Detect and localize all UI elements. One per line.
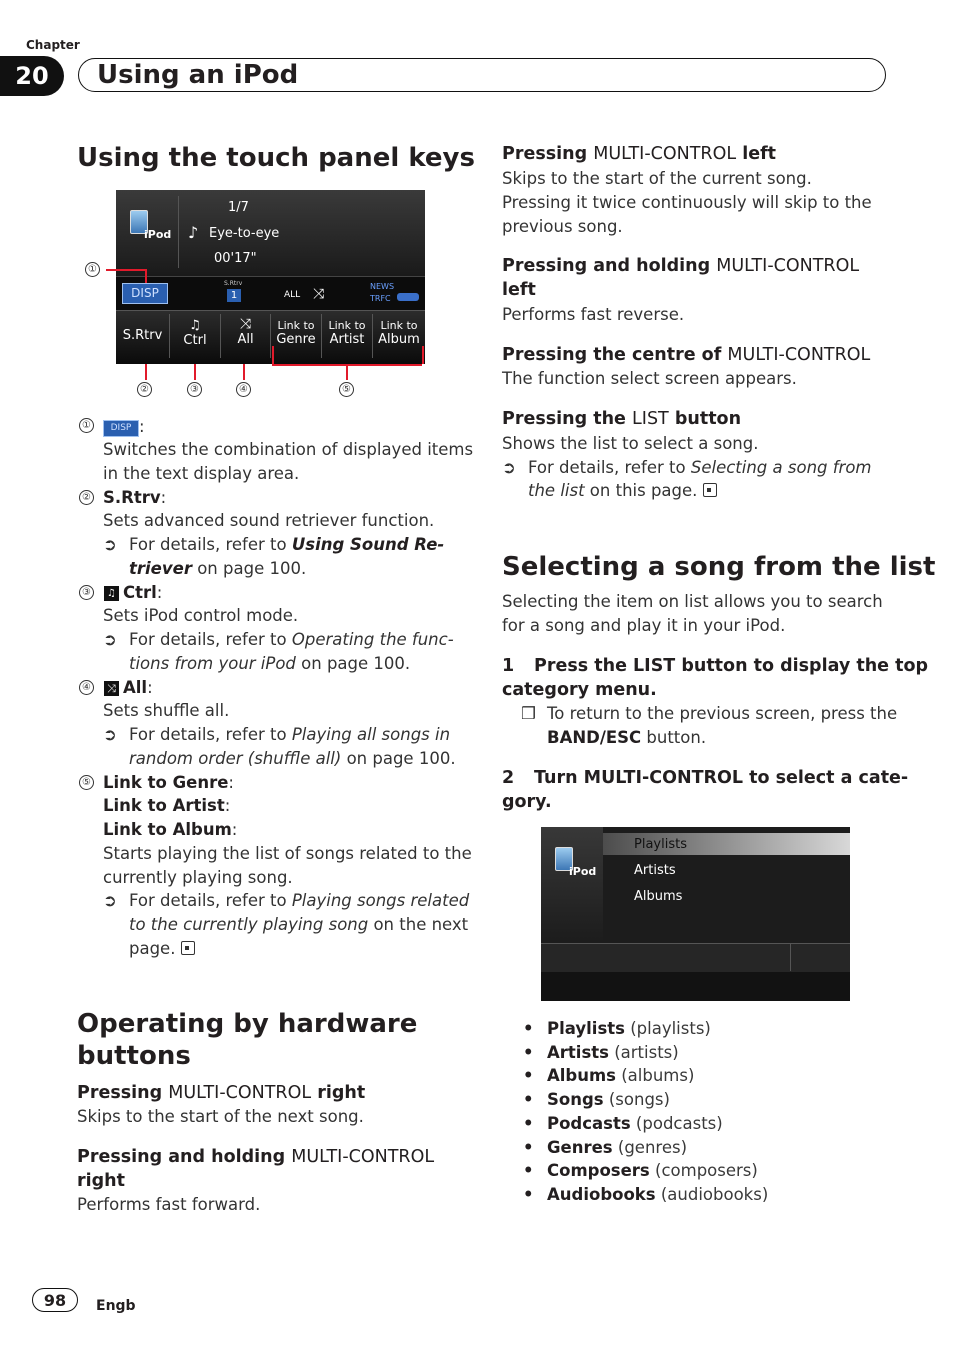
all-key-label: All <box>237 332 254 347</box>
hw-hold-right-c: right <box>77 1171 125 1191</box>
item-3-desc: Sets iPod control mode. <box>103 606 299 625</box>
hw-centre-b: MULTI-CONTROL <box>727 345 871 365</box>
all-key[interactable] <box>221 314 271 358</box>
item-3-ref-line-1 <box>129 628 454 652</box>
category-name: Albums <box>547 1066 616 1085</box>
category-name: Artists <box>547 1043 609 1062</box>
link-to-album-key[interactable] <box>373 314 425 358</box>
link-to-artist-key[interactable] <box>322 314 373 358</box>
hw-list-c: button <box>668 409 742 429</box>
bullet-icon: • <box>523 1114 534 1133</box>
item-5-name-2: Link to Artist <box>103 796 225 815</box>
list-item <box>523 1064 695 1088</box>
hw-hold-left-desc: Performs fast reverse. <box>502 305 685 324</box>
hw-hold-left-heading <box>502 255 859 278</box>
music-ctrl-icon: ♫ <box>189 318 201 333</box>
reference-arrow-icon: ➲ <box>103 891 117 910</box>
srtrv-key[interactable] <box>116 314 170 358</box>
hw-list-ref-link[interactable]: Selecting a song from <box>690 458 872 477</box>
hw-left-a: Pressing <box>502 144 594 164</box>
category-menu-screen <box>541 827 850 1001</box>
leader-line-4 <box>243 364 245 380</box>
category-desc: (artists) <box>608 1043 679 1062</box>
category-name: Genres <box>547 1138 613 1157</box>
hw-left-heading <box>502 143 776 166</box>
disp-key[interactable]: DISP <box>122 283 168 304</box>
select-intro-2: for a song and play it in your iPod. <box>502 616 786 635</box>
item-5-heading-1 <box>103 771 234 795</box>
reference-arrow-icon: ➲ <box>103 725 117 744</box>
item-1-colon: : <box>139 417 145 436</box>
bullet-icon: • <box>523 1066 534 1085</box>
step-2-number: 2 <box>502 768 515 788</box>
item-4-ref-link-cont[interactable]: random order (shuffle all) <box>129 749 342 768</box>
screen-key-strip <box>541 943 850 972</box>
link-album-line2: Album <box>378 332 420 347</box>
hw-list-b: LIST <box>632 409 669 429</box>
item-4-ref-line-2 <box>129 747 456 771</box>
item-4-colon: : <box>147 678 153 697</box>
list-item <box>523 1017 711 1041</box>
item-3-heading <box>123 581 162 605</box>
strip-divider <box>790 944 791 971</box>
screen-divider <box>178 196 179 268</box>
item-4-ref-line-1 <box>129 723 450 747</box>
item-5-name-1: Link to Genre <box>103 773 229 792</box>
hw-left-desc-2: Pressing it twice continuously will skip to the <box>502 193 872 212</box>
section-title-hardware-1: Operating by hardware <box>77 1009 418 1039</box>
list-item <box>523 1041 679 1065</box>
item-5-heading-2 <box>103 794 230 818</box>
category-desc: (genres) <box>612 1138 688 1157</box>
link-genre-line1: Link to <box>277 319 315 332</box>
hw-hold-right-heading <box>77 1146 434 1169</box>
step-1-number: 1 <box>502 656 515 676</box>
hw-left-desc-1: Skips to the start of the current song. <box>502 169 812 188</box>
callout-1: ① <box>85 262 100 277</box>
category-name: Songs <box>547 1090 604 1109</box>
hw-hold-left-a: Pressing and holding <box>502 256 717 276</box>
item-2-ref-line-2 <box>129 557 306 581</box>
ctrl-icon: ♫ <box>104 586 119 601</box>
item-2-ref-a: For details, refer to <box>129 535 292 554</box>
item-5-ref-link[interactable]: Playing songs related <box>291 891 470 910</box>
item-5-number: ⑤ <box>79 775 94 790</box>
shuffle-icon: ⤨ <box>239 316 252 332</box>
touch-panel-screen <box>116 190 425 364</box>
link-to-genre-key[interactable] <box>271 314 322 358</box>
step-1-text-1: Press the LIST button to display the top <box>534 656 929 676</box>
shuffle-all-icon: ⤨ <box>104 681 119 696</box>
item-5-ref-line-1 <box>129 889 469 913</box>
srtrv-indicator-value: 1 <box>227 289 241 302</box>
trfc-indicator: TRFC <box>370 294 391 303</box>
category-desc: (songs) <box>603 1090 670 1109</box>
item-2-desc: Sets advanced sound retriever function. <box>103 511 435 530</box>
shuffle-indicator-icon: ⤨ <box>313 286 325 302</box>
item-2-heading <box>103 486 166 510</box>
select-intro-1: Selecting the item on list allows you to search <box>502 592 883 611</box>
callout-4: ④ <box>236 382 251 397</box>
link-artist-line1: Link to <box>328 319 366 332</box>
hw-list-ref-page: on this page. <box>584 481 698 500</box>
hw-list-ref-line-2 <box>528 479 717 503</box>
list-item <box>523 1159 758 1183</box>
item-5-name-3: Link to Album <box>103 820 232 839</box>
item-4-ref-a: For details, refer to <box>129 725 292 744</box>
all-indicator: ALL <box>284 290 301 300</box>
hw-centre-desc: The function select screen appears. <box>502 369 797 388</box>
elapsed-time: 00'17" <box>214 251 257 266</box>
list-item <box>523 1088 670 1112</box>
item-4-desc: Sets shuffle all. <box>103 701 230 720</box>
step-1-text-2: category menu. <box>502 680 657 700</box>
link-artist-line2: Artist <box>329 332 365 347</box>
item-1-desc-1: Switches the combination of displayed items <box>103 440 474 459</box>
leader-line-5a <box>272 346 274 364</box>
bullet-icon: • <box>523 1019 534 1038</box>
item-4-name: All <box>123 678 148 697</box>
hw-right-heading <box>77 1082 365 1105</box>
leader-line-1 <box>106 269 146 271</box>
srtrv-indicator-label: S.Rtrv <box>224 280 243 287</box>
leader-line-2 <box>145 364 147 380</box>
item-3-ref-a: For details, refer to <box>129 630 292 649</box>
bullet-icon: • <box>523 1138 534 1157</box>
ipod-label: iPod <box>144 228 172 241</box>
section-title-select-song: Selecting a song from the list <box>502 552 936 582</box>
item-2-name: S.Rtrv <box>103 488 161 507</box>
item-3-ref-page: on page 100. <box>295 654 411 673</box>
item-2-ref-link-cont[interactable]: triever <box>129 559 192 578</box>
category-item-albums[interactable]: Albums <box>634 889 683 904</box>
step-2-text-1: Turn MULTI-CONTROL to select a cate- <box>534 768 909 788</box>
note-band-esc: BAND/ESC <box>547 728 642 747</box>
hw-list-heading <box>502 408 741 431</box>
srtrv-key-label: S.Rtrv <box>122 328 163 343</box>
category-desc: (playlists) <box>624 1019 711 1038</box>
hw-right-b: MULTI-CONTROL <box>168 1083 312 1103</box>
page-number: 98 <box>32 1288 78 1312</box>
category-desc: (composers) <box>649 1161 758 1180</box>
list-item <box>523 1183 769 1207</box>
hw-list-ref-link-cont[interactable]: the list <box>528 481 585 500</box>
leader-line-1b <box>145 269 147 283</box>
item-4-number: ④ <box>79 680 94 695</box>
item-5-colon-1: : <box>228 773 234 792</box>
hw-right-desc: Skips to the start of the next song. <box>77 1107 364 1126</box>
item-5-desc-2: currently playing song. <box>103 868 293 887</box>
bullet-icon: • <box>523 1161 534 1180</box>
hw-left-b: MULTI-CONTROL <box>593 144 737 164</box>
end-mark-icon <box>703 483 717 497</box>
music-note-icon: ♪ <box>188 223 199 242</box>
hw-hold-left-b: MULTI-CONTROL <box>716 256 860 276</box>
item-5-ref-a: For details, refer to <box>129 891 292 910</box>
ipod-label: iPod <box>569 865 597 878</box>
ctrl-key-label: Ctrl <box>183 333 207 348</box>
chapter-number: 20 <box>0 56 64 96</box>
bullet-icon: • <box>523 1090 534 1109</box>
hw-left-c: left <box>736 144 777 164</box>
hw-hold-right-b: MULTI-CONTROL <box>291 1147 435 1167</box>
item-5-ref-next: on the next <box>368 915 469 934</box>
song-title: Eye-to-eye <box>209 226 280 241</box>
link-album-line1: Link to <box>380 319 418 332</box>
news-indicator: NEWS <box>370 282 395 291</box>
callout-3: ③ <box>187 382 202 397</box>
hw-list-desc: Shows the list to select a song. <box>502 434 759 453</box>
item-3-ref-link[interactable]: Operating the func- <box>291 630 454 649</box>
note-button-word: button. <box>641 728 707 747</box>
hw-hold-right-a: Pressing and holding <box>77 1147 292 1167</box>
item-5-ref-link-cont[interactable]: to the currently playing song <box>129 915 369 934</box>
category-name: Audiobooks <box>547 1185 656 1204</box>
item-5-ref-line-3 <box>129 937 195 961</box>
hw-hold-left-c: left <box>502 280 536 300</box>
list-item <box>523 1112 723 1136</box>
note-line-1: To return to the previous screen, press the <box>547 704 898 723</box>
item-5-colon-2: : <box>224 796 231 815</box>
category-item-artists[interactable]: Artists <box>634 863 676 878</box>
note-icon: ❒ <box>521 704 536 723</box>
leader-line-3 <box>194 364 196 380</box>
hw-list-ref-a: For details, refer to <box>528 458 691 477</box>
item-5-heading-3 <box>103 818 237 842</box>
note-line-2 <box>547 726 706 750</box>
leader-line-5c <box>346 364 348 380</box>
track-count: 1/7 <box>228 200 249 215</box>
hw-centre-heading <box>502 344 870 367</box>
disp-key-icon: DISP <box>103 420 139 437</box>
item-4-ref-link[interactable]: Playing all songs in <box>291 725 451 744</box>
item-2-colon: : <box>160 488 167 507</box>
list-item <box>523 1136 688 1160</box>
item-3-name: Ctrl <box>123 583 157 602</box>
chapter-title: Using an iPod <box>97 60 299 90</box>
item-1-number: ① <box>79 418 94 433</box>
category-name: Playlists <box>547 1019 625 1038</box>
hw-hold-right-desc: Performs fast forward. <box>77 1195 261 1214</box>
hw-right-c: right <box>311 1083 366 1103</box>
hw-list-a: Pressing the <box>502 409 633 429</box>
end-mark-icon <box>181 941 195 955</box>
callout-2: ② <box>137 382 152 397</box>
category-desc: (podcasts) <box>630 1114 723 1133</box>
reference-arrow-icon: ➲ <box>502 458 516 477</box>
item-1-desc-2: in the text display area. <box>103 464 300 483</box>
reference-arrow-icon: ➲ <box>103 535 117 554</box>
leader-line-5b <box>422 346 424 364</box>
item-2-ref-page: on page 100. <box>191 559 307 578</box>
reference-arrow-icon: ➲ <box>103 630 117 649</box>
item-5-desc-1: Starts playing the list of songs related to the <box>103 844 472 863</box>
item-4-ref-page: on page 100. <box>341 749 456 768</box>
hw-left-desc-3: previous song. <box>502 217 623 236</box>
item-3-ref-line-2 <box>129 652 410 676</box>
chapter-label: Chapter <box>26 38 80 52</box>
item-5-ref-page: page. <box>129 939 176 958</box>
item-2-number: ② <box>79 490 94 505</box>
item-5-ref-line-2 <box>129 913 468 937</box>
category-name: Composers <box>547 1161 650 1180</box>
link-genre-line2: Genre <box>276 332 316 347</box>
item-2-ref-line-1 <box>129 533 444 557</box>
item-4-heading <box>123 676 153 700</box>
category-name: Podcasts <box>547 1114 631 1133</box>
category-desc: (audiobooks) <box>655 1185 769 1204</box>
screen-source-area <box>541 827 603 943</box>
item-3-colon: : <box>156 583 163 602</box>
hw-right-a: Pressing <box>77 1083 169 1103</box>
bullet-icon: • <box>523 1043 534 1062</box>
category-item-playlists[interactable]: Playlists <box>634 837 687 852</box>
category-desc: (albums) <box>616 1066 695 1085</box>
section-title-hardware-2: buttons <box>77 1041 191 1071</box>
car-icon <box>397 293 419 301</box>
item-5-colon-3: : <box>231 820 238 839</box>
item-3-ref-link-cont[interactable]: tions from your iPod <box>129 654 296 673</box>
item-2-ref-link[interactable]: Using Sound Re- <box>291 535 445 554</box>
hw-centre-a: Pressing the centre of <box>502 345 728 365</box>
callout-5: ⑤ <box>339 382 354 397</box>
language-code: Engb <box>96 1298 136 1314</box>
step-2-text-2: gory. <box>502 792 552 812</box>
hw-list-ref-line-1 <box>528 456 872 480</box>
section-title-touch-panel-keys: Using the touch panel keys <box>77 143 475 173</box>
item-3-number: ③ <box>79 585 94 600</box>
bullet-icon: • <box>523 1185 534 1204</box>
ctrl-key[interactable] <box>170 314 221 358</box>
